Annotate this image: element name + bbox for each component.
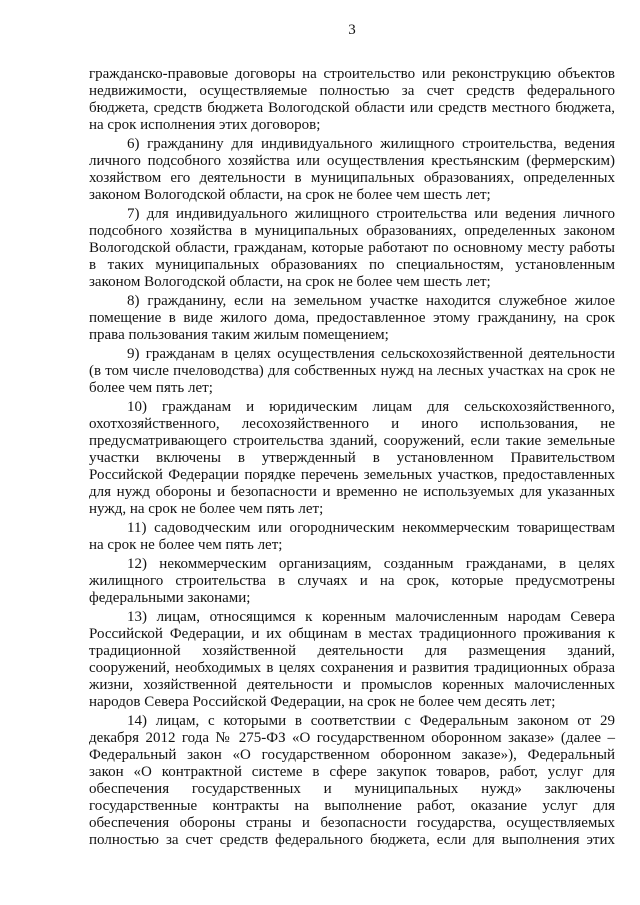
text-line: на срок не более чем пять лет; <box>89 537 283 553</box>
text-line: декабря 2012 года № 275-ФЗ «О государственном оборонном заказе» (далее – <box>89 730 615 746</box>
text-line: полностью за счет средств федерального бюджета, если для выполнения этих <box>89 832 615 848</box>
text-line: жилищного строительства в случаях и на срок, которые предусмотрены <box>89 573 615 589</box>
text-line: предусматривающего строительства зданий, сооружений, если такие земельные <box>89 433 615 449</box>
text-line: охотхозяйственного, лесохозяйственного и иного использования, не <box>89 416 615 432</box>
paragraph-item-13 <box>89 609 615 711</box>
page-number: 3 <box>348 22 356 38</box>
text-line: 9) гражданам в целях осуществления сельскохозяйственной деятельности <box>127 346 615 362</box>
text-line: помещение в виде жилого дома, предоставленное этому гражданину, на срок <box>89 310 615 326</box>
text-line: 14) лицам, с которыми в соответствии с Федеральным законом от 29 <box>127 713 615 729</box>
text-line: участки включены в утвержденный в установленном Правительством <box>89 450 615 466</box>
text-line: обеспечения обороны страны и безопасности государства, осуществляемых <box>89 815 615 831</box>
paragraph-item-8 <box>89 293 615 344</box>
text-line: сооружений, необходимых в целях сохранения и развития традиционных образа <box>89 660 615 676</box>
text-line: законом Вологодской области, на срок не более чем шесть лет; <box>89 274 491 290</box>
text-line: подсобного хозяйства в муниципальных образованиях, определенных законом <box>89 223 615 239</box>
text-line: федеральными законами; <box>89 590 251 606</box>
text-line: законом Вологодской области, на срок не более чем шесть лет; <box>89 187 491 203</box>
paragraph-item-7 <box>89 206 615 291</box>
text-line: народов Севера Российской Федерации, на срок не более чем десять лет; <box>89 694 556 710</box>
paragraph-item-6 <box>89 136 615 204</box>
text-line: в таких муниципальных образованиях по специальностям, установленным <box>89 257 615 273</box>
text-line: более чем пять лет; <box>89 380 213 396</box>
text-line: закон «О контрактной системе в сфере закупок товаров, работ, услуг для <box>89 764 615 780</box>
text-line: 11) садоводческим или огородническим некоммерческим товариществам <box>127 520 615 536</box>
text-line: традиционной хозяйственной деятельности для размещения зданий, <box>89 643 615 659</box>
paragraph-item-12 <box>89 556 615 607</box>
text-line: Российской Федерации, и их общинам в местах традиционного проживания к <box>89 626 615 642</box>
text-line: личного подсобного хозяйства или осуществления крестьянским (фермерским) <box>89 153 615 169</box>
text-line: 7) для индивидуального жилищного строительства или ведения личного <box>127 206 615 222</box>
text-line: жизни, хозяйственной деятельности и промыслов коренных малочисленных <box>89 677 615 693</box>
text-line: государственные контракты на выполнение работ, оказание услуг для <box>89 798 615 814</box>
text-line: бюджета, средств бюджета Вологодской области или средств местного бюджета, <box>89 100 615 116</box>
paragraph-item-9 <box>89 346 615 397</box>
text-line: Российской Федерации порядке перечень земельных участков, предоставленных <box>89 467 615 483</box>
paragraph-continuation <box>89 66 615 134</box>
text-line: для нужд обороны и безопасности и временно не используемых для указанных <box>89 484 615 500</box>
text-line: (в том числе пчеловодства) для собственных нужд на лесных участках на срок не <box>89 363 615 379</box>
paragraph-item-11 <box>89 520 615 554</box>
text-line: на срок исполнения этих договоров; <box>89 117 321 133</box>
text-line: права пользования таким жилым помещением; <box>89 327 389 343</box>
text-line: недвижимости, осуществляемые полностью за счет средств федерального <box>89 83 615 99</box>
paragraph-item-10 <box>89 399 615 518</box>
text-line: Федеральный закон «О государственном оборонном заказе»), Федеральный <box>89 747 615 763</box>
text-line: 13) лицам, относящимся к коренным малочисленным народам Севера <box>127 609 615 625</box>
text-line: гражданско-правовые договоры на строительство или реконструкцию объектов <box>89 66 615 82</box>
text-line: Вологодской области, гражданам, которые работают по основному месту работы <box>89 240 615 256</box>
text-line: хозяйством его деятельности в муниципальных образованиях, определенных <box>89 170 615 186</box>
text-line: 8) гражданину, если на земельном участке находится служебное жилое <box>127 293 615 309</box>
text-line: 6) гражданину для индивидуального жилищного строительства, ведения <box>127 136 615 152</box>
document-body <box>89 66 615 849</box>
text-line: 10) гражданам и юридическим лицам для сельскохозяйственного, <box>127 399 615 415</box>
paragraph-item-14 <box>89 713 615 849</box>
text-line: нужд, на срок не более чем пять лет; <box>89 501 324 517</box>
text-line: 12) некоммерческим организациям, созданным гражданами, в целях <box>127 556 615 572</box>
text-line: обеспечения государственных и муниципальных нужд» заключены <box>89 781 615 797</box>
